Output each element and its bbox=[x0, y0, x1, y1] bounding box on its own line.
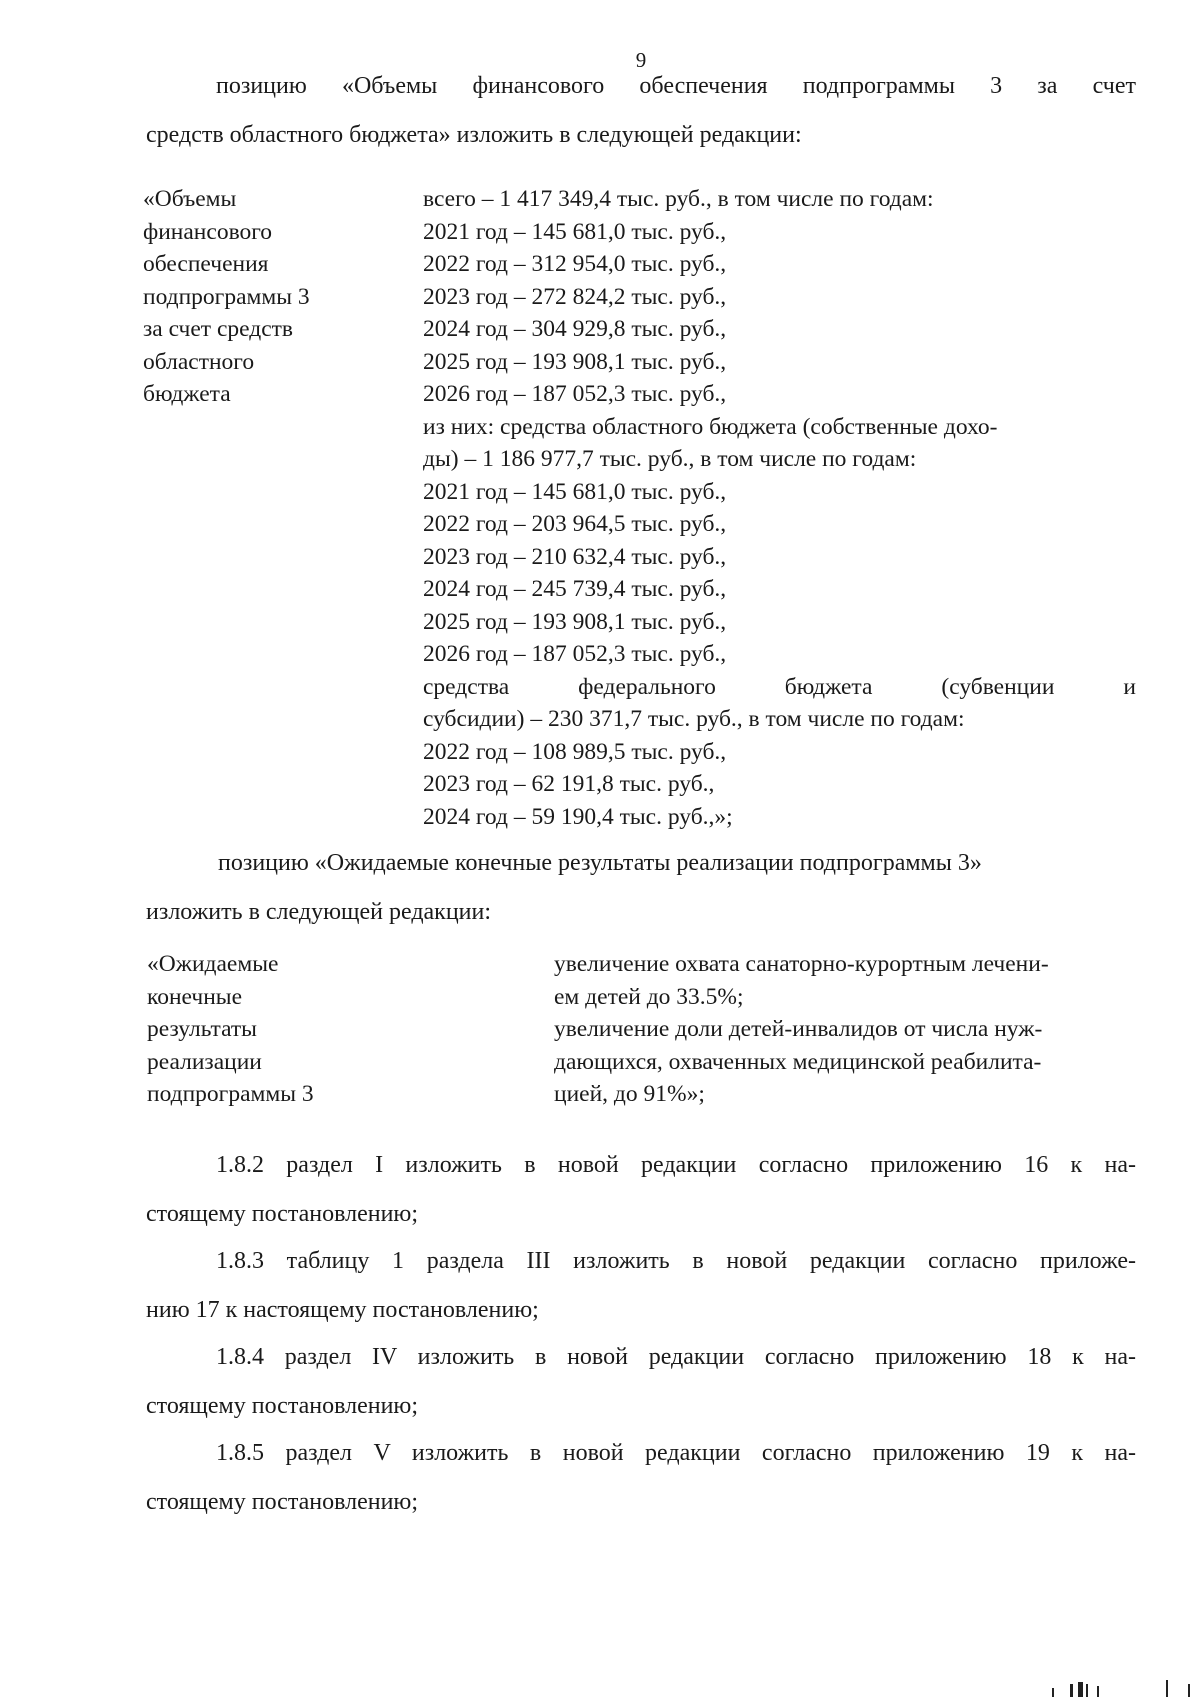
regional-year-line: 2022 год – 203 964,5 тыс. руб., bbox=[423, 511, 727, 537]
item-1-8-2 bbox=[146, 1141, 1136, 1239]
table-1-label-line: «Объемы bbox=[143, 186, 237, 212]
item-line-2: стоящему постановлению; bbox=[146, 1201, 419, 1227]
federal-word: и bbox=[1123, 673, 1136, 700]
regional-own-income-line: из них: средства областного бюджета (собственные дохо- bbox=[423, 413, 998, 440]
regional-year-line: 2025 год – 193 908,1 тыс. руб., bbox=[423, 608, 727, 635]
page-number: 9 bbox=[635, 48, 647, 72]
table-2-value bbox=[554, 948, 1154, 1111]
regional-year-line: 2024 год – 245 739,4 тыс. руб., bbox=[423, 576, 727, 602]
funding-total-line: всего – 1 417 349,4 тыс. руб., в том числе по годам: bbox=[423, 186, 934, 212]
result-line: дающихся, охваченных медицинской реабилита- bbox=[554, 1048, 1042, 1075]
result-line: ем детей до 33.5%; bbox=[554, 983, 744, 1010]
regional-year-line: 2026 год – 187 052,3 тыс. руб., bbox=[423, 641, 727, 667]
funding-year-line: 2024 год – 304 929,8 тыс. руб., bbox=[423, 316, 727, 342]
table-2-label bbox=[147, 948, 527, 1111]
item-line-2: стоящему постановлению; bbox=[146, 1489, 419, 1515]
table-1-label-line: областного bbox=[143, 348, 255, 375]
scan-mark bbox=[1097, 1686, 1099, 1697]
result-line: увеличение доли детей-инвалидов от числа нуж- bbox=[554, 1016, 1043, 1042]
scan-mark bbox=[1188, 1684, 1190, 1697]
federal-word: средства bbox=[423, 673, 510, 700]
table-1-label bbox=[143, 183, 393, 411]
federal-word: федерального bbox=[578, 673, 716, 700]
scan-mark bbox=[1070, 1684, 1073, 1697]
item-line-1: 1.8.3 таблицу 1 раздела III изложить в новой редакции согласно приложе- bbox=[216, 1248, 1136, 1274]
federal-year-line: 2024 год – 59 190,4 тыс. руб.,»; bbox=[423, 803, 733, 830]
intro-1-line-2: средств областного бюджета» изложить в следующей редакции: bbox=[146, 122, 802, 148]
scan-mark bbox=[1086, 1684, 1088, 1697]
intro-2-line-1: позицию «Ожидаемые конечные результаты реализации подпрограммы 3» bbox=[218, 850, 982, 876]
regional-year-line: 2021 год – 145 681,0 тыс. руб., bbox=[423, 478, 727, 505]
funding-year-line: 2025 год – 193 908,1 тыс. руб., bbox=[423, 348, 727, 375]
item-1-8-3 bbox=[146, 1237, 1136, 1335]
table-2-label-line: «Ожидаемые bbox=[147, 951, 279, 977]
funding-year-line: 2021 год – 145 681,0 тыс. руб., bbox=[423, 218, 727, 245]
table-1-label-line: подпрограммы 3 bbox=[143, 283, 310, 310]
table-2-label-line: конечные bbox=[147, 983, 243, 1010]
table-2-label-line: реализации bbox=[147, 1048, 262, 1075]
item-line-1: 1.8.2 раздел I изложить в новой редакции согласно приложению 16 к на- bbox=[216, 1152, 1136, 1178]
funding-year-line: 2022 год – 312 954,0 тыс. руб., bbox=[423, 251, 727, 277]
intro-paragraph-1 bbox=[146, 62, 1136, 160]
item-1-8-5 bbox=[146, 1429, 1136, 1527]
intro-paragraph-2 bbox=[146, 839, 1136, 937]
intro-2-line-2: изложить в следующей редакции: bbox=[146, 899, 492, 925]
table-2-label-line: результаты bbox=[147, 1016, 257, 1042]
table-2-label-line: подпрограммы 3 bbox=[147, 1081, 314, 1107]
funding-year-line: 2026 год – 187 052,3 тыс. руб., bbox=[423, 381, 727, 407]
item-line-1: 1.8.5 раздел V изложить в новой редакции согласно приложению 19 к на- bbox=[216, 1440, 1136, 1466]
table-1-label-line: бюджета bbox=[143, 381, 231, 407]
table-1-value bbox=[423, 183, 1136, 833]
item-line-1: 1.8.4 раздел IV изложить в новой редакции согласно приложению 18 к на- bbox=[216, 1344, 1136, 1370]
federal-budget-line bbox=[423, 671, 1136, 704]
table-1-label-line: обеспечения bbox=[143, 251, 269, 277]
regional-year-line: 2023 год – 210 632,4 тыс. руб., bbox=[423, 543, 727, 570]
federal-year-line: 2023 год – 62 191,8 тыс. руб., bbox=[423, 771, 715, 797]
table-1-label-line: за счет средств bbox=[143, 316, 293, 342]
intro-1-line-1: позицию «Объемы финансового обеспечения подпрограммы 3 за счет bbox=[216, 73, 1136, 99]
regional-own-income-line: ды) – 1 186 977,7 тыс. руб., в том числе по годам: bbox=[423, 446, 917, 472]
federal-word: бюджета bbox=[784, 673, 873, 700]
item-1-8-4 bbox=[146, 1333, 1136, 1431]
item-line-2: нию 17 к настоящему постановлению; bbox=[146, 1297, 539, 1323]
scan-mark bbox=[1166, 1680, 1168, 1697]
result-line: увеличение охвата санаторно-курортным лечени- bbox=[554, 951, 1049, 977]
scan-mark bbox=[1052, 1688, 1054, 1697]
federal-word: (субвенции bbox=[941, 673, 1055, 700]
funding-year-line: 2023 год – 272 824,2 тыс. руб., bbox=[423, 283, 727, 310]
scan-mark bbox=[1078, 1682, 1083, 1697]
table-1-label-line: финансового bbox=[143, 218, 273, 245]
federal-total-line: субсидии) – 230 371,7 тыс. руб., в том числе по годам: bbox=[423, 706, 965, 732]
result-line: цией, до 91%»; bbox=[554, 1081, 705, 1107]
item-line-2: стоящему постановлению; bbox=[146, 1393, 419, 1419]
federal-year-line: 2022 год – 108 989,5 тыс. руб., bbox=[423, 738, 727, 765]
